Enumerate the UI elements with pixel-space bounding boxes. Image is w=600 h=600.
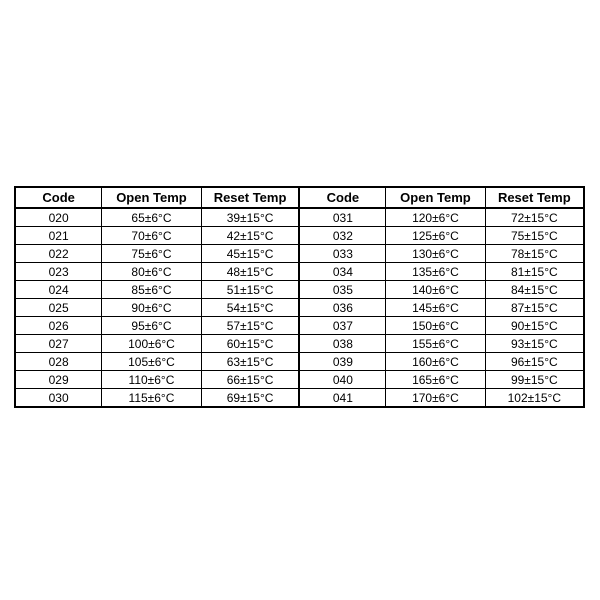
cell-reset-temp: 96±15°C — [485, 353, 583, 371]
cell-code: 028 — [16, 353, 102, 371]
cell-code: 035 — [299, 281, 385, 299]
cell-code: 022 — [16, 245, 102, 263]
cell-code: 030 — [16, 389, 102, 407]
table-header-row — [16, 188, 584, 209]
cell-code: 032 — [299, 227, 385, 245]
cell-open-temp: 95±6°C — [102, 317, 201, 335]
cell-open-temp: 70±6°C — [102, 227, 201, 245]
cell-reset-temp: 78±15°C — [485, 245, 583, 263]
cell-open-temp: 170±6°C — [386, 389, 485, 407]
cell-open-temp: 150±6°C — [386, 317, 485, 335]
table-row — [16, 208, 584, 227]
cell-reset-temp: 63±15°C — [201, 353, 299, 371]
cell-reset-temp: 69±15°C — [201, 389, 299, 407]
header-open-temp-2: Open Temp — [386, 188, 485, 209]
cell-reset-temp: 42±15°C — [201, 227, 299, 245]
cell-reset-temp: 45±15°C — [201, 245, 299, 263]
header-code-2: Code — [299, 188, 385, 209]
cell-reset-temp: 84±15°C — [485, 281, 583, 299]
cell-reset-temp: 93±15°C — [485, 335, 583, 353]
cell-open-temp: 110±6°C — [102, 371, 201, 389]
cell-reset-temp: 87±15°C — [485, 299, 583, 317]
cell-open-temp: 135±6°C — [386, 263, 485, 281]
cell-reset-temp: 90±15°C — [485, 317, 583, 335]
cell-open-temp: 140±6°C — [386, 281, 485, 299]
cell-code: 026 — [16, 317, 102, 335]
table-row — [16, 371, 584, 389]
cell-open-temp: 80±6°C — [102, 263, 201, 281]
cell-code: 025 — [16, 299, 102, 317]
cell-reset-temp: 75±15°C — [485, 227, 583, 245]
cell-open-temp: 155±6°C — [386, 335, 485, 353]
cell-open-temp: 105±6°C — [102, 353, 201, 371]
cell-reset-temp: 60±15°C — [201, 335, 299, 353]
cell-open-temp: 165±6°C — [386, 371, 485, 389]
cell-open-temp: 65±6°C — [102, 208, 201, 227]
cell-code: 020 — [16, 208, 102, 227]
cell-reset-temp: 48±15°C — [201, 263, 299, 281]
table-row — [16, 245, 584, 263]
cell-reset-temp: 39±15°C — [201, 208, 299, 227]
cell-code: 040 — [299, 371, 385, 389]
cell-open-temp: 75±6°C — [102, 245, 201, 263]
table-row — [16, 281, 584, 299]
table-row — [16, 335, 584, 353]
cell-open-temp: 85±6°C — [102, 281, 201, 299]
cell-code: 031 — [299, 208, 385, 227]
table-row — [16, 389, 584, 407]
header-reset-temp-2: Reset Temp — [485, 188, 583, 209]
cell-code: 034 — [299, 263, 385, 281]
cell-code: 027 — [16, 335, 102, 353]
cell-open-temp: 115±6°C — [102, 389, 201, 407]
header-open-temp: Open Temp — [102, 188, 201, 209]
cell-reset-temp: 81±15°C — [485, 263, 583, 281]
cell-code: 036 — [299, 299, 385, 317]
cell-reset-temp: 102±15°C — [485, 389, 583, 407]
cell-open-temp: 120±6°C — [386, 208, 485, 227]
cell-reset-temp: 51±15°C — [201, 281, 299, 299]
spec-table-container — [15, 187, 584, 407]
cell-open-temp: 90±6°C — [102, 299, 201, 317]
cell-code: 033 — [299, 245, 385, 263]
cell-open-temp: 125±6°C — [386, 227, 485, 245]
cell-code: 039 — [299, 353, 385, 371]
cell-code: 037 — [299, 317, 385, 335]
cell-open-temp: 145±6°C — [386, 299, 485, 317]
table-body — [16, 208, 584, 407]
table-row — [16, 317, 584, 335]
cell-code: 024 — [16, 281, 102, 299]
table-row — [16, 353, 584, 371]
cell-open-temp: 100±6°C — [102, 335, 201, 353]
cell-reset-temp: 72±15°C — [485, 208, 583, 227]
table-row — [16, 263, 584, 281]
cell-reset-temp: 99±15°C — [485, 371, 583, 389]
cell-open-temp: 130±6°C — [386, 245, 485, 263]
cell-code: 041 — [299, 389, 385, 407]
table-row — [16, 227, 584, 245]
table-row — [16, 299, 584, 317]
cell-reset-temp: 54±15°C — [201, 299, 299, 317]
header-code: Code — [16, 188, 102, 209]
cell-code: 021 — [16, 227, 102, 245]
cell-code: 023 — [16, 263, 102, 281]
temperature-code-table — [15, 187, 584, 407]
cell-reset-temp: 66±15°C — [201, 371, 299, 389]
cell-open-temp: 160±6°C — [386, 353, 485, 371]
cell-code: 038 — [299, 335, 385, 353]
cell-code: 029 — [16, 371, 102, 389]
cell-reset-temp: 57±15°C — [201, 317, 299, 335]
header-reset-temp: Reset Temp — [201, 188, 299, 209]
